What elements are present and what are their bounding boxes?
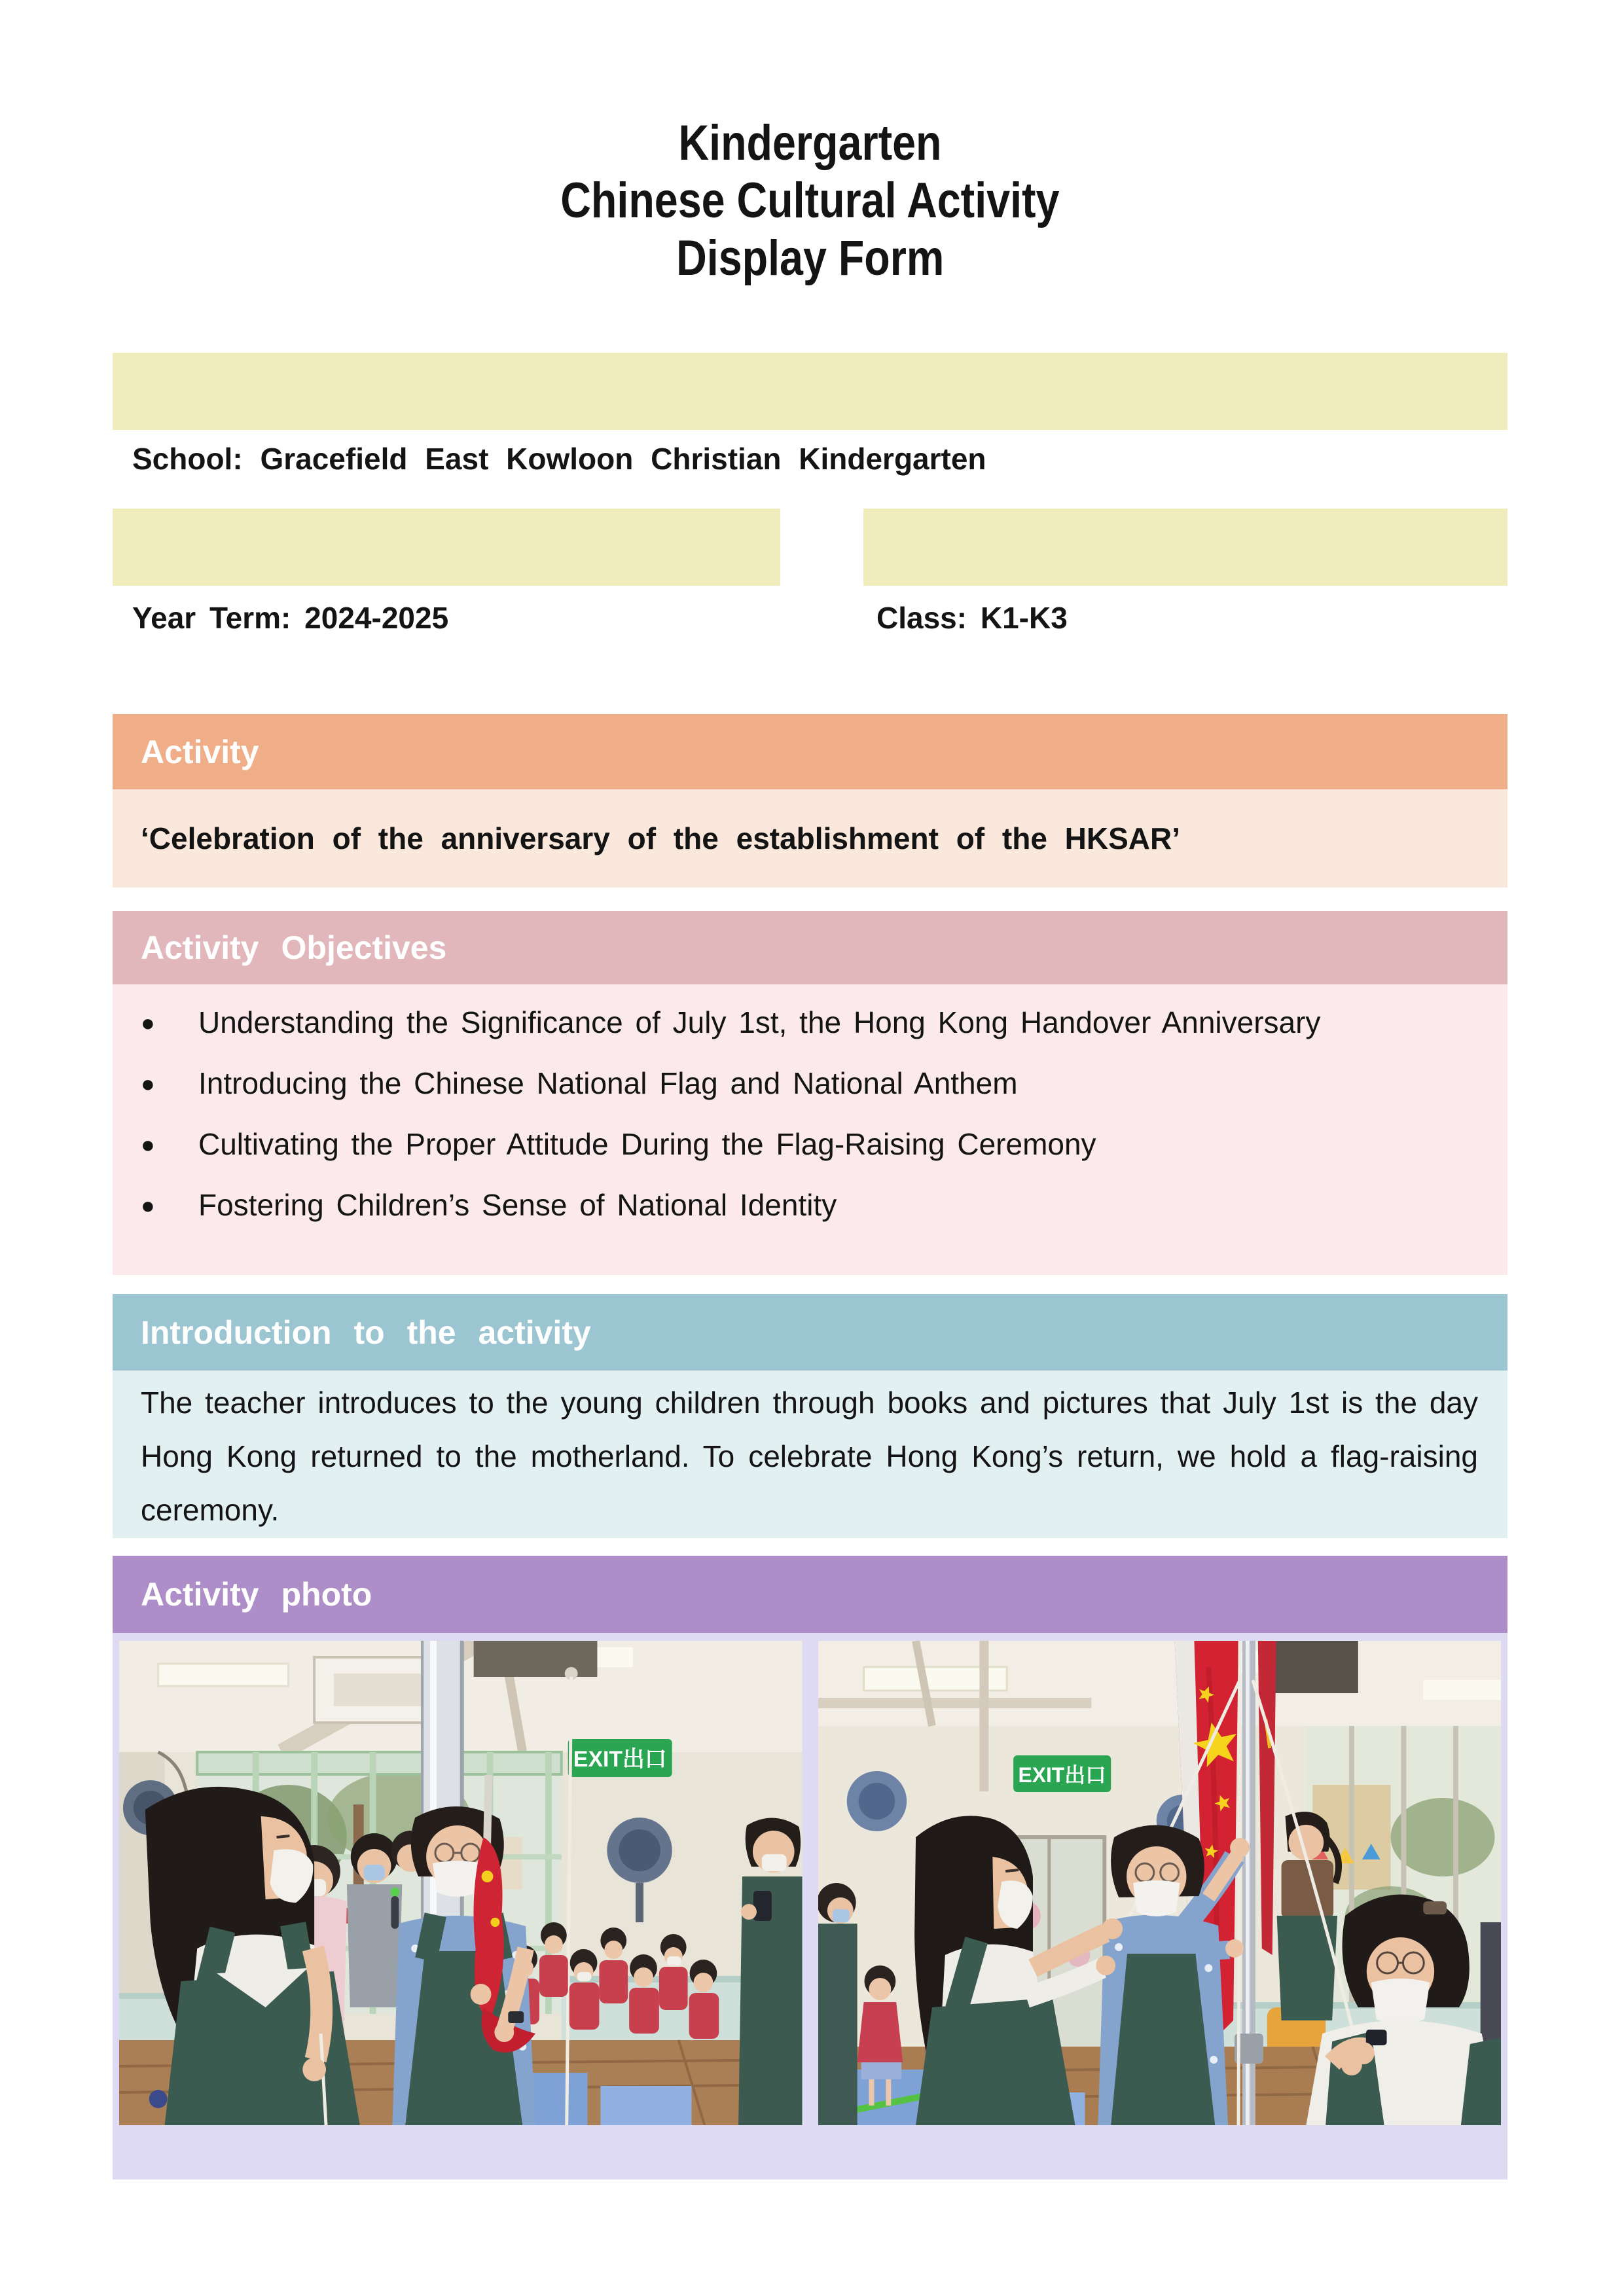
objective-text: Introducing the Chinese National Flag and National Anthem bbox=[198, 1066, 1018, 1100]
activity-header-text: Activity bbox=[141, 733, 259, 770]
title-line-2 bbox=[113, 172, 1507, 230]
title-line-1 bbox=[113, 115, 1507, 172]
introduction-section-header bbox=[113, 1294, 1507, 1371]
class-band bbox=[863, 509, 1507, 586]
term-class-bands bbox=[113, 509, 1507, 586]
introduction-header-text: Introduction to the activity bbox=[141, 1314, 591, 1351]
objective-text: Cultivating the Proper Attitude During the Flag-Raising Ceremony bbox=[198, 1127, 1096, 1161]
objectives-section-body bbox=[113, 984, 1507, 1275]
photo-section-header bbox=[113, 1556, 1507, 1633]
title-line-3 bbox=[113, 230, 1507, 287]
year-term-field bbox=[113, 600, 863, 636]
objective-item bbox=[141, 992, 1481, 1053]
title-text: Kindergarten bbox=[678, 115, 942, 171]
objective-text: Understanding the Significance of July 1st, the Hong Kong Handover Anniversary bbox=[198, 1005, 1321, 1039]
exit-sign bbox=[568, 1739, 672, 1777]
photo-section-body bbox=[113, 1633, 1507, 2179]
year-term-value: 2024-2025 bbox=[304, 601, 449, 635]
bullet-icon: ● bbox=[141, 1192, 155, 1219]
activity-section-header bbox=[113, 714, 1507, 789]
photo-header-text: Activity photo bbox=[141, 1576, 372, 1613]
school-field-band bbox=[113, 353, 1507, 430]
introduction-section-body: The teacher introduces to the young children through books and pictures that July 1st is the day Hong Kong returned to the motherland. To celebrate Hong Kong’s return, we hold a flag-raising ceremony. bbox=[113, 1371, 1507, 1538]
flag-raising-illustration bbox=[818, 1641, 1502, 2125]
objective-item bbox=[141, 1114, 1481, 1175]
objective-item bbox=[141, 1053, 1481, 1114]
band-gap bbox=[780, 509, 863, 586]
bullet-icon: ● bbox=[141, 1131, 155, 1158]
flag-preparation-photo bbox=[119, 1641, 803, 2125]
year-term-band bbox=[113, 509, 780, 586]
school-value: Gracefield East Kowloon Christian Kindergarten bbox=[260, 442, 986, 476]
svg-text:EXIT出口: EXIT出口 bbox=[1018, 1763, 1106, 1787]
year-term-label: Year Term: bbox=[132, 601, 291, 635]
page-title bbox=[113, 0, 1507, 287]
class-value: K1-K3 bbox=[980, 601, 1068, 635]
flag-preparation-illustration bbox=[119, 1641, 803, 2125]
form-page bbox=[113, 0, 1507, 2179]
activity-section-body bbox=[113, 789, 1507, 888]
exit-sign bbox=[1013, 1755, 1111, 1792]
school-label: School: bbox=[132, 442, 243, 476]
bullet-icon: ● bbox=[141, 1009, 155, 1036]
class-label: Class: bbox=[876, 601, 967, 635]
svg-text:EXIT出口: EXIT出口 bbox=[573, 1746, 667, 1772]
title-text: Display Form bbox=[676, 230, 945, 286]
objectives-header-text: Activity Objectives bbox=[141, 929, 447, 966]
class-field bbox=[863, 600, 1068, 636]
flag-raising-photo bbox=[818, 1641, 1502, 2125]
bullet-icon: ● bbox=[141, 1070, 155, 1097]
title-text: Chinese Cultural Activity bbox=[560, 173, 1060, 228]
objective-item bbox=[141, 1175, 1481, 1236]
activity-body-text: ‘Celebration of the anniversary of the establishment of the HKSAR’ bbox=[141, 821, 1181, 855]
objective-text: Fostering Children’s Sense of National Identity bbox=[198, 1188, 837, 1222]
term-class-values bbox=[113, 600, 1507, 636]
school-field bbox=[113, 440, 1507, 477]
objectives-section-header bbox=[113, 911, 1507, 984]
